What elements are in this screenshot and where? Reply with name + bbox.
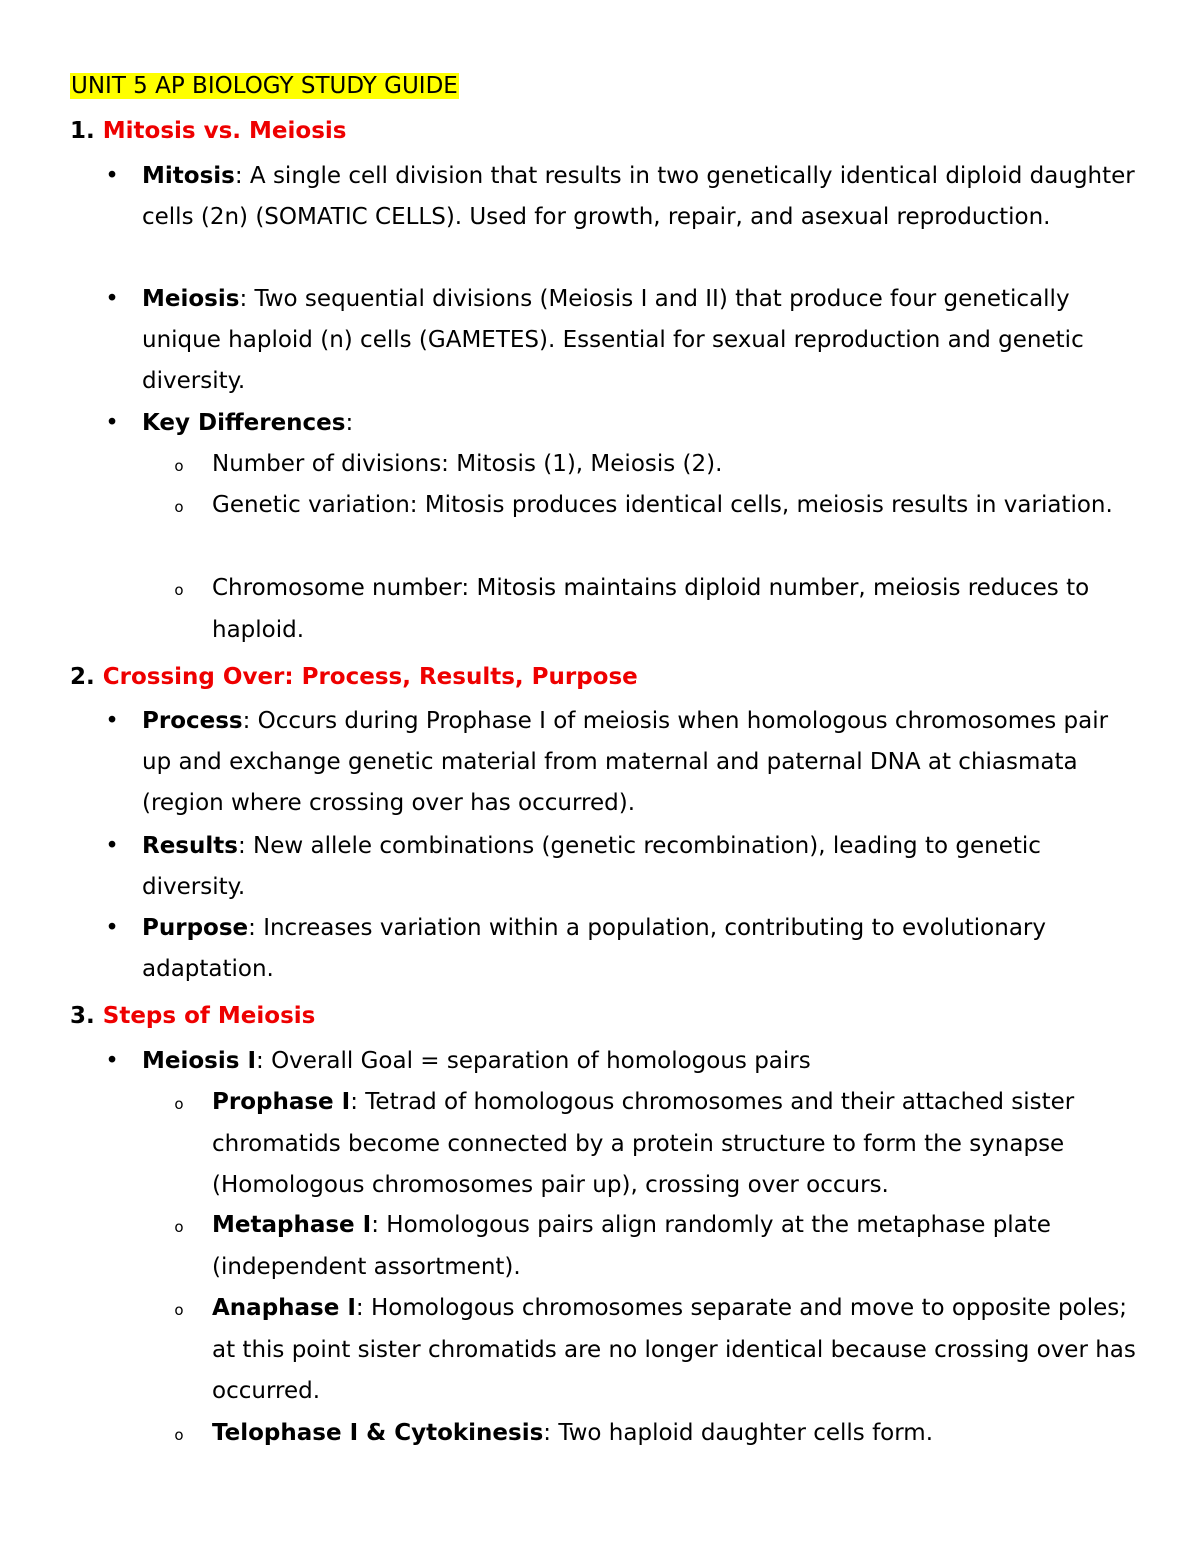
bullet-text: : Occurs during Prophase I of meiosis when homologous chromosomes pair up and exchange genetic material from maternal and paternal DNA at chiasmata (region where crossing over has occurred). (142, 708, 1109, 816)
hollow-circle-icon: o (174, 1095, 184, 1113)
hollow-circle-icon: o (174, 1301, 184, 1319)
section-number: 3. (70, 1003, 95, 1029)
bullet-text: : New allele combinations (genetic recombination), leading to genetic diversity. (142, 833, 1041, 900)
bullet-item (105, 156, 1142, 238)
section-title: Steps of Meiosis (102, 1003, 316, 1029)
hollow-circle-icon: o (174, 457, 184, 475)
bullet-term: Purpose (142, 915, 249, 941)
hollow-circle-icon: o (174, 1426, 184, 1444)
bullet-term: Results (142, 833, 238, 859)
bullet-term: Meiosis I (142, 1048, 257, 1074)
sub-bullet-text: : Homologous pairs align randomly at the metaphase plate (independent assortment). (212, 1212, 1051, 1280)
bullet-text: : Overall Goal = separation of homologous pairs (256, 1048, 811, 1074)
bullet-term: Mitosis (142, 163, 235, 189)
bullet-item (105, 403, 1142, 444)
bullet-item (105, 908, 1142, 990)
sub-bullet-item (174, 1082, 1142, 1207)
section-heading-3 (70, 1001, 315, 1031)
sub-bullet-item (174, 485, 1142, 527)
sub-bullet-text: : Homologous chromosomes separate and move to opposite poles; at this point sister chromatids are no longer identical because crossing over has occurred. (212, 1295, 1136, 1404)
sub-bullet-item (174, 568, 1142, 651)
section-heading-1 (70, 116, 346, 146)
section-number: 1. (70, 118, 95, 144)
sub-bullet-item (174, 444, 1142, 486)
sub-bullet-text: : Tetrad of homologous chromosomes and their attached sister chromatids become connected by a protein structure to form the synapse (Homologous chromosomes pair up), crossing over occurs. (212, 1089, 1075, 1198)
bullet-dot-icon: • (105, 163, 119, 189)
hollow-circle-icon: o (174, 581, 184, 599)
sub-bullet-text: : Two haploid daughter cells form. (543, 1420, 934, 1446)
section-title: Crossing Over: Process, Results, Purpose (102, 664, 638, 690)
bullet-dot-icon: • (105, 1048, 119, 1074)
bullet-item (105, 701, 1142, 824)
section-title: Mitosis vs. Meiosis (102, 118, 347, 144)
hollow-circle-icon: o (174, 498, 184, 516)
sub-bullet-term: Anaphase I (212, 1295, 356, 1321)
sub-bullet-item (174, 1288, 1142, 1413)
document-title (70, 72, 459, 100)
sub-bullet-text: Genetic variation: Mitosis produces identical cells, meiosis results in variation. (212, 492, 1113, 518)
section-number: 2. (70, 664, 95, 690)
hollow-circle-icon: o (174, 1218, 184, 1236)
section-heading-2 (70, 662, 638, 692)
bullet-dot-icon: • (105, 410, 119, 436)
sub-bullet-term: Prophase I (212, 1089, 351, 1115)
sub-bullet-term: Metaphase I (212, 1212, 372, 1238)
bullet-text: : (345, 410, 354, 436)
bullet-dot-icon: • (105, 286, 119, 312)
title-highlight: UNIT 5 AP BIOLOGY STUDY GUIDE (71, 73, 458, 99)
bullet-item (105, 279, 1142, 402)
bullet-dot-icon: • (105, 833, 119, 859)
bullet-term: Key Differences (142, 410, 346, 436)
bullet-dot-icon: • (105, 915, 119, 941)
bullet-term: Meiosis (142, 286, 240, 312)
bullet-text: : Two sequential divisions (Meiosis I and II) that produce four genetically unique haploid (n) cells (GAMETES). Essential for sexual reproduction and genetic diversity. (142, 286, 1084, 394)
bullet-text: : A single cell division that results in two genetically identical diploid daughter cells (2n) (SOMATIC CELLS). Used for growth, repair, and asexual reproduction. (142, 163, 1135, 230)
bullet-text: : Increases variation within a population, contributing to evolutionary adaptation. (142, 915, 1046, 982)
bullet-item (105, 826, 1142, 908)
bullet-dot-icon: • (105, 708, 119, 734)
sub-bullet-item (174, 1205, 1142, 1288)
bullet-item (105, 1041, 1142, 1082)
sub-bullet-text: Chromosome number: Mitosis maintains diploid number, meiosis reduces to haploid. (212, 575, 1090, 643)
sub-bullet-item (174, 1413, 1142, 1455)
sub-bullet-text: Number of divisions: Mitosis (1), Meiosis (2). (212, 451, 723, 477)
bullet-term: Process (142, 708, 243, 734)
sub-bullet-term: Telophase I & Cytokinesis (212, 1420, 544, 1446)
